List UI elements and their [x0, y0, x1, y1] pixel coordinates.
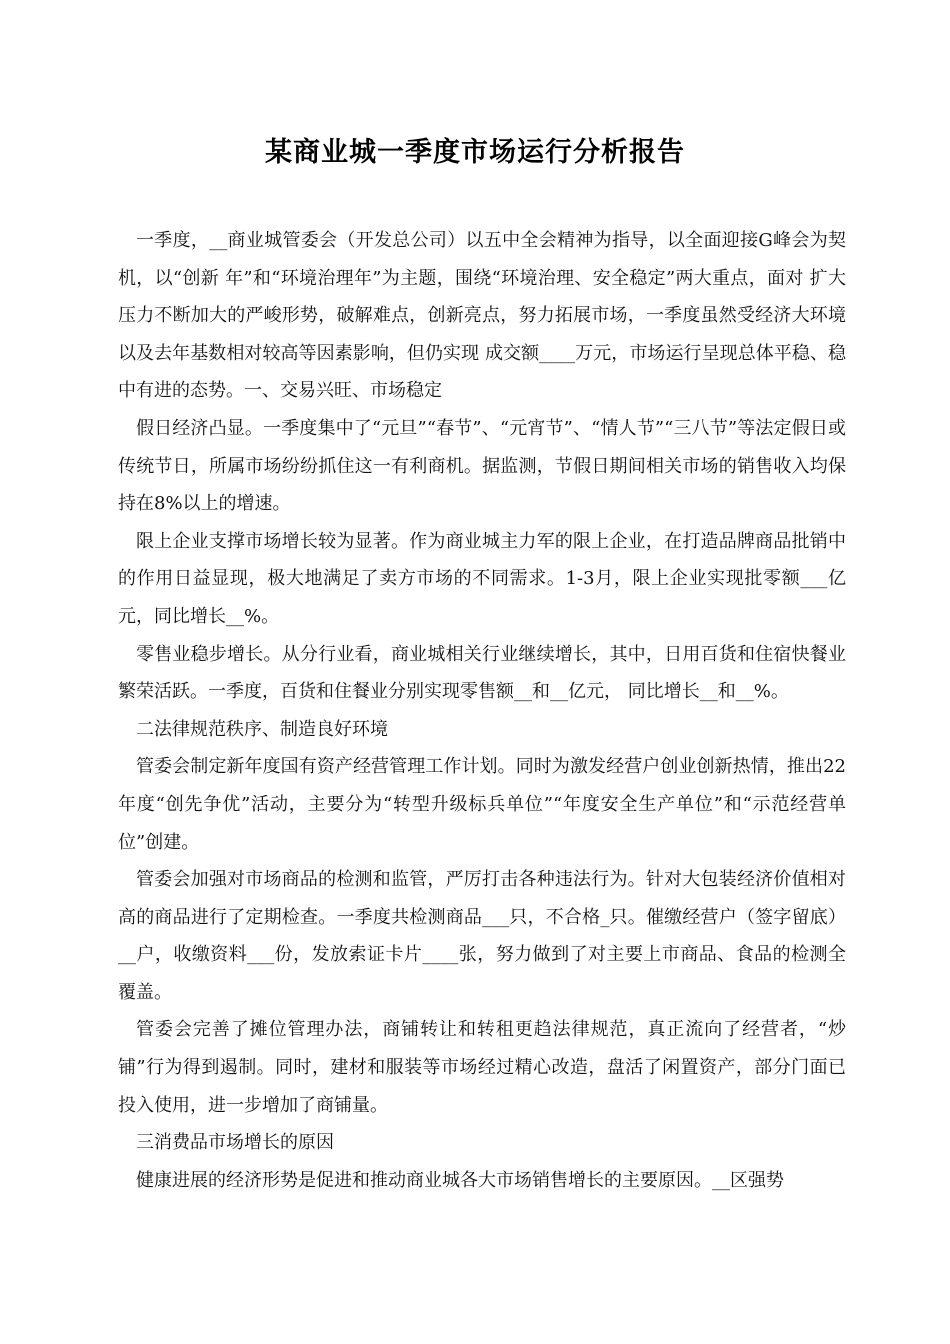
paragraph-large-enterprises: 限上企业支撑市场增长较为显著。作为商业城主力军的限上企业，在打造品牌商品批销中的作用日益显现，极大地满足了卖方市场的不同需求。1-3月，限上企业实现批零额___亿元，同比增长__%。: [118, 530, 846, 627]
section-heading-2: 二法律规范秩序、制造良好环境: [136, 718, 388, 740]
section-heading-3: 三消费品市场增长的原因: [136, 1132, 334, 1154]
paragraph-holiday-economy: 假日经济凸显。一季度集中了“元旦”“春节”、“元宵节”、“情人节”“三八节”等法定假日或传统节日，所属市场纷纷抓住这一有利商机。据监测，节假日期间相关市场的销售收入均保持在8%以上的增速。: [118, 417, 846, 515]
paragraph-inspection: 管委会加强对市场商品的检测和监管，严厉打击各种违法行为。针对大包装经济价值相对高的商品进行了定期检查。一季度共检测商品___只，不合格_只。催缴经营户（签字留底）__户，收缴资料___份，发放索证卡片____张，努力做到了对主要上市商品、食品的检测全覆盖。: [118, 869, 846, 1003]
paragraph-intro: 一季度，__商业城管委会（开发总公司）以五中全会精神为指导，以全面迎接G峰会为契机，以“创新 年”和“环境治理年”为主题，围绕“环境治理、安全稳定”两大重点，面对 扩大 压力不断加大的严峻形势，破解难点，创新亮点，努力拓展市场，一季度虽然受经济大环境以及去年基数相对较高等因素影响，但仍实现 成交额____万元，市场运行呈现总体平稳、稳中有进的态势。一、交易兴旺、市场稳定: [118, 230, 846, 402]
paragraph-growth-reasons: 健康进展的经济形势是促进和推动商业城各大市场销售增长的主要原因。__区强势: [136, 1169, 784, 1191]
document-title: 某商业城一季度市场运行分析报告: [265, 137, 685, 168]
document-body: [118, 222, 846, 1199]
paragraph-stall-management: 管委会完善了摊位管理办法，商铺转让和转租更趋法律规范，真正流向了经营者，“炒铺”行为得到遏制。同时，建材和服装等市场经过精心改造，盘活了闲置资产，部分门面已投入使用，进一步增加了商铺量。: [118, 1019, 846, 1116]
paragraph-work-plan: 管委会制定新年度国有资产经营管理工作计划。同时为激发经营户创业创新热情，推出22年度“创先争优”活动，主要分为“转型升级标兵单位”“年度安全生产单位”和“示范经营单位”创建。: [118, 756, 846, 853]
paragraph-retail-growth: 零售业稳步增长。从分行业看，商业城相关行业继续增长，其中，日用百货和住宿快餐业繁荣活跃。一季度，百货和住餐业分别实现零售额__和__亿元， 同比增长__和__%。: [118, 643, 846, 703]
